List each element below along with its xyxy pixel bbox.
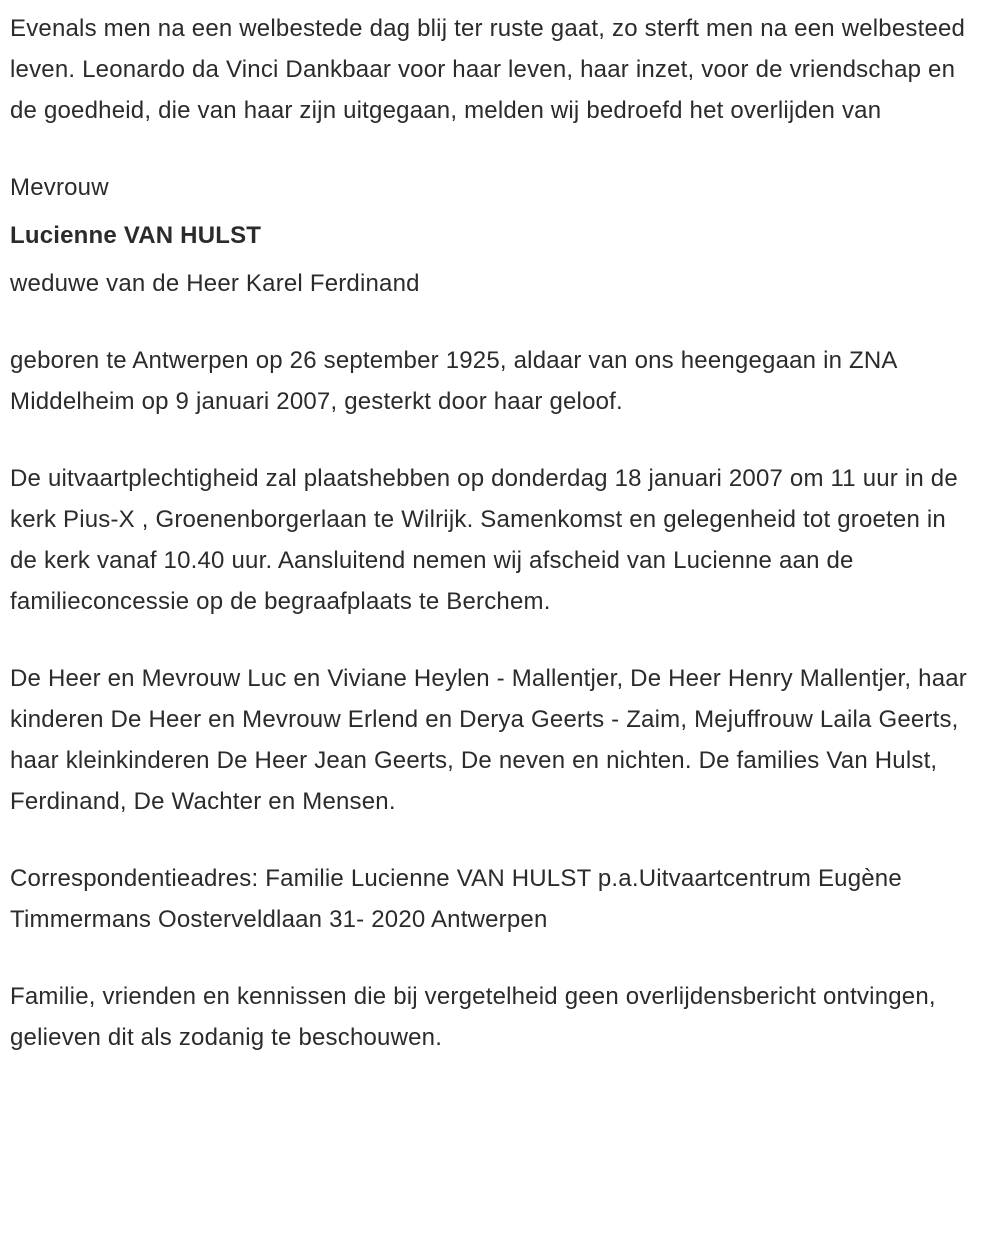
salutation: Mevrouw [10,174,109,201]
correspondence-paragraph: Correspondentieadres: Familie Lucienne VAN HULST p.a.Uitvaartcentrum Eugène Timmermans Oosterveldlaan 31- 2020 Antwerpen [10,865,902,933]
family-paragraph: De Heer en Mevrouw Luc en Viviane Heylen - Mallentjer, De Heer Henry Mallentjer, haar kinderen De Heer en Mevrouw Erlend en Derya Geerts - Zaim, Mejuffrouw Laila Geerts, haar kleinkinderen De Heer Jean Geerts, De neven en nichten. De families Van Hulst, Ferdinand, De Wachter en Mensen. [10,665,967,815]
intro-paragraph: Evenals men na een welbestede dag blij ter ruste gaat, zo sterft men na een welbesteed leven. Leonardo da Vinci Dankbaar voor haar leven, haar inzet, voor de vriendschap en de goedheid, die van haar zijn uitgegaan, melden wij bedroefd het overlijden van [10,15,966,124]
widow-line: weduwe van de Heer Karel Ferdinand [10,270,420,297]
deceased-name: Lucienne VAN HULST [10,222,262,249]
closing-paragraph: Familie, vrienden en kennissen die bij vergetelheid geen overlijdensbericht ontvingen, gelieven dit als zodanig te beschouwen. [10,983,936,1051]
funeral-paragraph: De uitvaartplechtigheid zal plaatshebben op donderdag 18 januari 2007 om 11 uur in de kerk Pius-X , Groenenborgerlaan te Wilrijk. Samenkomst en gelegenheid tot groeten in de kerk vanaf 10.40 uur. Aansluitend nemen wij afscheid van Lucienne aan de familieconcessie op de begraafplaats te Berchem. [10,465,958,615]
birth-death-paragraph: geboren te Antwerpen op 26 september 1925, aldaar van ons heengegaan in ZNA Middelheim op 9 januari 2007, gesterkt door haar geloof. [10,347,897,415]
